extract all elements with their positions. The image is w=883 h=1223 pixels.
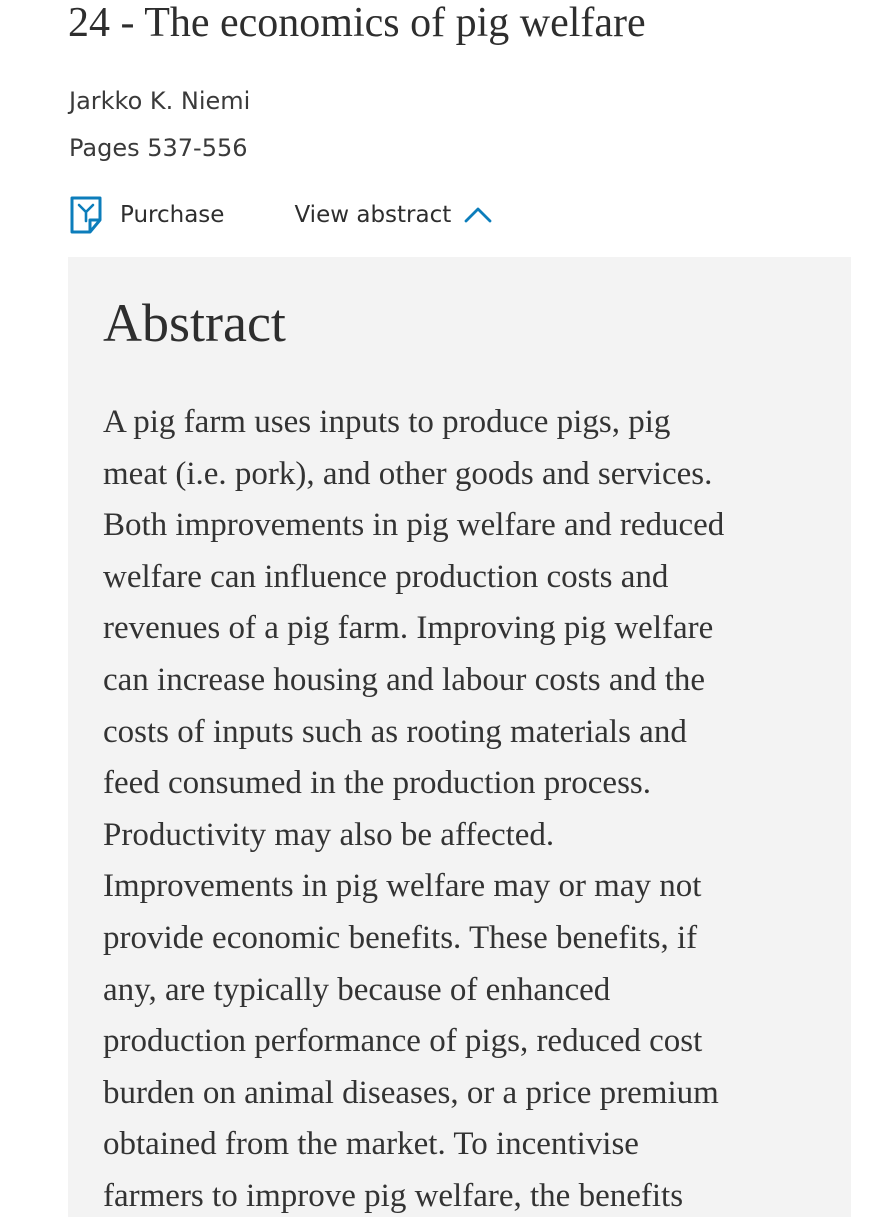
- abstract-panel: [68, 257, 851, 1217]
- abstract-line: production performance of pigs, reduced cost: [103, 1023, 703, 1060]
- author-name[interactable]: Jarkko K. Niemi: [69, 87, 251, 115]
- abstract-heading: Abstract: [103, 293, 286, 353]
- abstract-line: can increase housing and labour costs and the: [103, 661, 706, 698]
- abstract-line: Productivity may also be affected.: [103, 816, 555, 853]
- chapter-title[interactable]: 24 - The economics of pig welfare: [68, 0, 646, 46]
- purchase-button[interactable]: [69, 195, 224, 235]
- purchase-label: Purchase: [120, 202, 225, 228]
- abstract-line: A pig farm uses inputs to produce pigs, pig: [103, 404, 671, 440]
- purchase-icon: [69, 195, 103, 235]
- abstract-line: feed consumed in the production process.: [103, 765, 652, 802]
- abstract-line: farmers to improve pig welfare, the benefits: [103, 1177, 684, 1214]
- page-range: Pages 537-556: [69, 134, 248, 162]
- abstract-line: welfare can influence production costs and: [103, 558, 669, 595]
- view-abstract-toggle[interactable]: [294, 202, 493, 228]
- abstract-line: Improvements in pig welfare may or may not: [103, 868, 702, 905]
- abstract-line: revenues of a pig farm. Improving pig welfare: [103, 610, 714, 647]
- abstract-line: provide economic benefits. These benefits, if: [103, 919, 698, 956]
- abstract-line: any, are typically because of enhanced: [103, 971, 611, 1008]
- abstract-line: Both improvements in pig welfare and reduced: [103, 507, 725, 544]
- abstract-text: [103, 397, 823, 1223]
- chevron-up-icon: [463, 204, 493, 226]
- view-abstract-label: View abstract: [294, 202, 452, 228]
- abstract-line: costs of inputs such as rooting materials and: [103, 713, 687, 750]
- abstract-line: meat (i.e. pork), and other goods and services.: [103, 455, 713, 492]
- abstract-line: burden on animal diseases, or a price premium: [103, 1074, 719, 1111]
- chapter-actions: [69, 194, 493, 236]
- abstract-line: obtained from the market. To incentivise: [103, 1126, 639, 1163]
